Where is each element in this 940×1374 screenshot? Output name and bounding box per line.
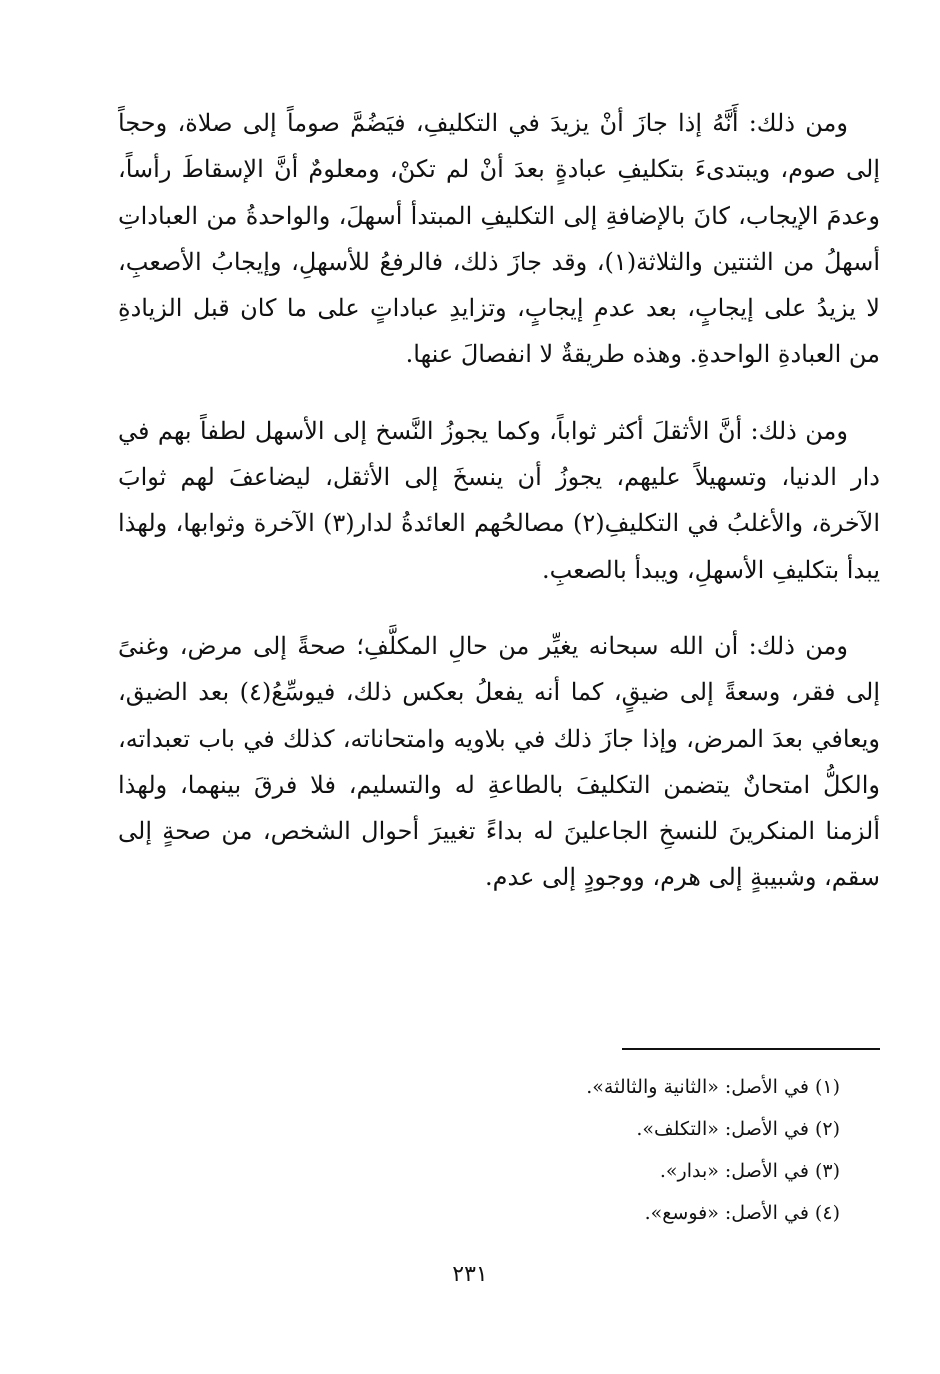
- paragraph-2: ومن ذلك: أنَّ الأثقلَ أكثر ثواباً، وكما يجوزُ النَّسخ إلى الأسهل لطفاً بهم في دار الدنيا، وتسهيلاً عليهم، يجوزُ أن ينسخَ إلى الأثقل، ليضاعفَ لهم ثوابَ الآخرة، والأغلبُ في التكليفِ(٢) مصالحُهم العائدةُ لدار(٣) الآخرة وثوابها، ولهذا يبدأ بتكليفِ الأسهلِ، ويبدأ بالصعبِ.: [118, 416, 881, 584]
- page-number: ٢٣١: [452, 1262, 488, 1287]
- paragraph-3: ومن ذلك: أن الله سبحانه يغيِّر من حالِ المكلَّفِ؛ صحةً إلى مرض، وغنىً إلى فقر، وسعةً إلى ضيقٍ، كما أنه يفعلُ بعكس ذلك، فيوسِّعُ(٤) بعد الضيق، ويعافي بعدَ المرض، وإذا جازَ ذلك في بلاويه وامتحاناته، كذلك في باب تعبداته، والكلُّ امتحانٌ يتضمن التكليفَ بالطاعةِ له والتسليم، فلا فرقَ بينهما، ولهذا ألزمنا المنكرينَ للنسخِ الجاعلينَ له بداءً تغييرَ أحوال الشخص، من صحةٍ إلى سقم، وشبيبةٍ إلى هرم، ووجودٍ إلى عدم.: [118, 631, 880, 892]
- footnote-separator: [622, 1048, 880, 1050]
- main-text: [118, 100, 880, 931]
- footnote-3: (٣) في الأصل: «بدار».: [659, 1160, 840, 1182]
- footnotes: [400, 1066, 840, 1234]
- footnote-4: (٤) في الأصل: «فوسع».: [644, 1202, 840, 1224]
- footnote-2: (٢) في الأصل: «التكلف».: [636, 1118, 840, 1140]
- paragraph-1: ومن ذلك: أَنَّهُ إذا جازَ أنْ يزيدَ في التكليفِ، فيَضُمَّ صوماً إلى صلاة، وحجاً إلى صوم، ويبتدىءَ بتكليفِ عبادةٍ بعدَ أنْ لم تكنْ، ومعلومٌ أنَّ الإسقاطَ رأساً، وعدمَ الإيجاب، كانَ بالإضافةِ إلى التكليفِ المبتدأ أسهلَ، والواحدةُ من العباداتِ أسهلُ من الثنتين والثلاثة(١)، وقد جازَ ذلك، فالرفعُ للأسهلِ، وإيجابُ الأصعبِ، لا يزيدُ على إيجابٍ، بعد عدمِ إيجابٍ، وتزايدِ عباداتٍ على ما كان قبل الزيادةِ من العبادةِ الواحدةِ. وهذه طريقةٌ لا انفصالَ عنها.: [118, 109, 880, 369]
- footnote-1: (١) في الأصل: «الثانية والثالثة».: [586, 1076, 840, 1098]
